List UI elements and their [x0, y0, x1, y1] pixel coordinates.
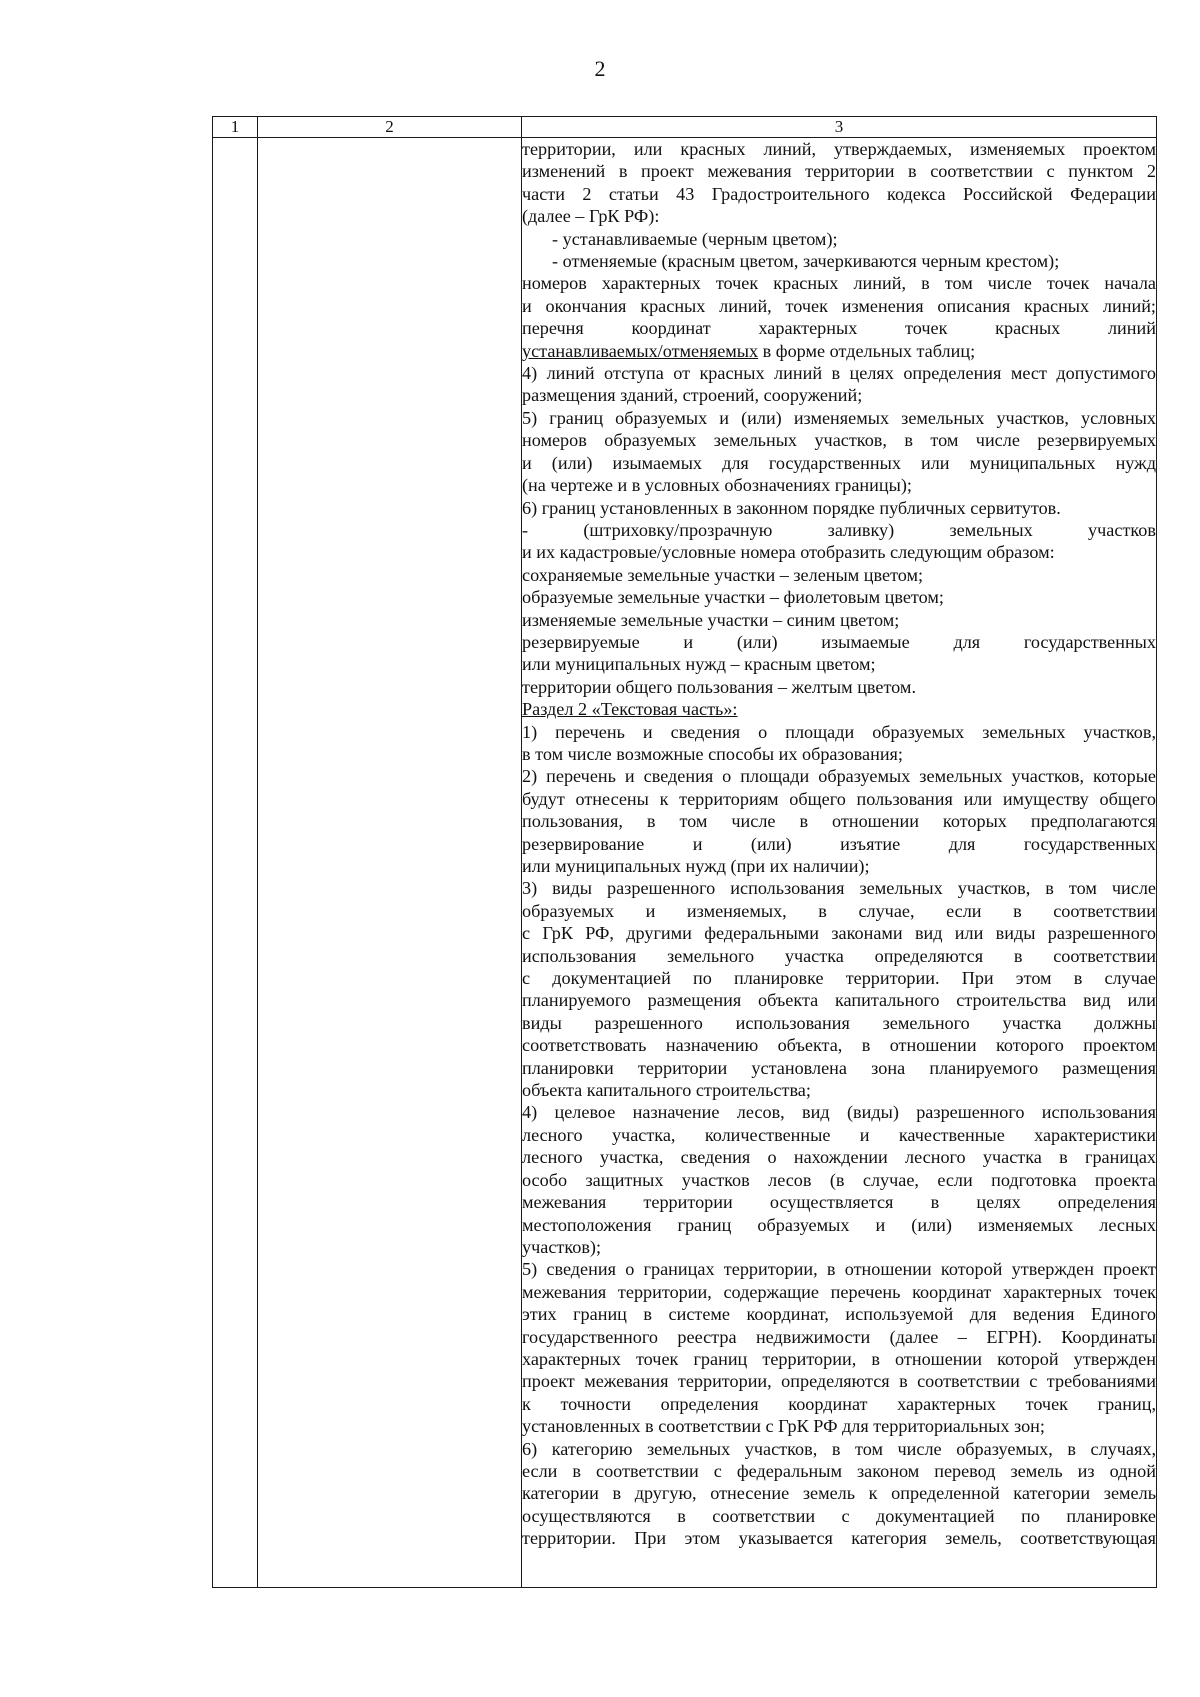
column-header-2: 2 — [258, 117, 522, 138]
text-line-content: осуществляются в соответствии с документацией по планировке — [522, 1505, 1156, 1526]
text-line — [522, 1079, 1156, 1101]
text-line — [522, 474, 1156, 496]
text-line-content: если в соответствии с федеральным законом перевод земель из одной — [522, 1460, 1156, 1481]
text-line — [522, 384, 1156, 406]
text-line-content: 2) перечень и сведения о площади образуемых земельных участков, которые — [522, 766, 1156, 787]
text-line — [522, 743, 1156, 765]
text-line — [522, 676, 1156, 698]
text-line — [522, 1303, 1156, 1325]
text-line — [522, 1460, 1156, 1482]
text-line-content: 6) категорию земельных участков, в том числе образуемых, в случаях, — [522, 1438, 1156, 1459]
text-line — [522, 205, 1156, 227]
text-line — [522, 609, 1156, 631]
text-line-content: соответствовать назначению объекта, в отношении которого проектом — [522, 1035, 1156, 1056]
text-line-content: с ГрК РФ, другими федеральными законами вид или виды разрешенного — [522, 923, 1156, 944]
text-line-content: объекта капитального строительства; — [522, 1080, 811, 1101]
text-line-content: лесного участка, количественные и качественные характеристики — [522, 1124, 1156, 1145]
text-line — [522, 721, 1156, 743]
page-number: 2 — [594, 56, 606, 81]
text-line — [522, 362, 1156, 384]
text-line — [522, 272, 1156, 294]
text-line — [522, 1124, 1156, 1146]
text-line-content: местоположения границ образуемых и (или) изменяемых лесных — [522, 1214, 1156, 1235]
text-line-content: использования земельного участка определяются в соответствии — [522, 945, 1156, 966]
text-line-content: 4) линий отступа от красных линий в целях определения мест допустимого — [522, 363, 1156, 384]
text-line — [522, 1034, 1156, 1056]
text-line — [522, 250, 1156, 272]
text-line-content: (на чертеже и в условных обозначениях границы); — [522, 475, 912, 496]
text-line — [522, 1438, 1156, 1460]
text-line-content: лесного участка, сведения о нахождении лесного участка в границах — [522, 1147, 1156, 1168]
text-line-content: категории в другую, отнесение земель к определенной категории земель — [522, 1483, 1156, 1504]
text-line-content: - отменяемые (красным цветом, зачеркиваются черным крестом); — [552, 251, 1060, 272]
text-line-content: 5) сведения о границах территории, в отношении которой утвержден проект — [522, 1259, 1156, 1280]
text-line-content: государственного реестра недвижимости (далее – ЕГРН). Координаты — [522, 1326, 1156, 1347]
text-line-content: 6) границ установленных в законном порядке публичных сервитутов. — [522, 497, 1061, 518]
text-line — [522, 1370, 1156, 1392]
text-line — [522, 295, 1156, 317]
text-line-content: изменяемые земельные участки – синим цветом; — [522, 609, 900, 630]
text-line-content: Раздел 2 «Текстовая часть»: — [522, 699, 738, 720]
text-line-content: номеров характерных точек красных линий, в том числе точек начала — [522, 273, 1156, 294]
text-line — [522, 138, 1156, 160]
text-line — [522, 788, 1156, 810]
text-line-content: планировки территории установлена зона планируемого размещения — [522, 1057, 1156, 1078]
text-line — [522, 877, 1156, 899]
text-line — [522, 833, 1156, 855]
text-line-content: и (или) изымаемых для государственных или муниципальных нужд — [522, 452, 1156, 473]
text-line-content: - устанавливаемые (черным цветом); — [552, 228, 838, 249]
text-line-content: будут отнесены к территориям общего пользования или имуществу общего — [522, 788, 1156, 809]
text-line-content: сохраняемые земельные участки – зеленым цветом; — [522, 564, 924, 585]
table-header-row — [213, 117, 1157, 138]
text-line-tail: в форме отдельных таблиц; — [758, 340, 976, 361]
text-line — [522, 1101, 1156, 1123]
document-table — [212, 116, 1157, 1588]
text-line-content: образуемые земельные участки – фиолетовым цветом; — [522, 587, 944, 608]
text-line — [522, 452, 1156, 474]
table-row — [213, 138, 1157, 1588]
text-line-content: 4) целевое назначение лесов, вид (виды) разрешенного использования — [522, 1102, 1156, 1123]
text-line-content: изменений в проект межевания территории в соответствии с пунктом 2 — [522, 161, 1156, 182]
column-header-3: 3 — [522, 117, 1157, 138]
text-line — [522, 1258, 1156, 1280]
text-line — [522, 564, 1156, 586]
text-line-content: территории. При этом указывается категория земель, соответствующая — [522, 1528, 1156, 1549]
text-line — [522, 1236, 1156, 1258]
text-line-content: пользования, в том числе в отношении которых предполагаются — [522, 811, 1156, 832]
text-line — [522, 900, 1156, 922]
text-line — [522, 586, 1156, 608]
text-line-content: виды разрешенного использования земельного участка должны — [522, 1012, 1156, 1033]
text-line-content: резервируемые и (или) изымаемые для государственных — [522, 631, 1156, 652]
text-line — [522, 1393, 1156, 1415]
text-line-content: особо защитных участков лесов (в случае, если подготовка проекта — [522, 1169, 1156, 1190]
text-line-content: (далее – ГрК РФ): — [522, 206, 660, 227]
text-line — [522, 497, 1156, 519]
text-line-content: образуемых и изменяемых, в случае, если в соответствии — [522, 900, 1156, 921]
text-line — [522, 967, 1156, 989]
text-line-content: к точности определения координат характерных точек границ, — [522, 1393, 1156, 1414]
text-line-content: или муниципальных нужд – красным цветом; — [522, 654, 876, 675]
text-line — [522, 1326, 1156, 1348]
text-line — [522, 1012, 1156, 1034]
text-line-content: участков); — [522, 1236, 602, 1257]
text-line — [522, 1057, 1156, 1079]
text-line-content: характерных точек границ территории, в отношении которой утвержден — [522, 1348, 1156, 1369]
text-line — [522, 765, 1156, 787]
text-line-content: территории общего пользования – желтым цветом. — [522, 676, 916, 697]
text-line-content: с документацией по планировке территории. При этом в случае — [522, 968, 1156, 989]
text-line-content: 1) перечень и сведения о площади образуемых земельных участков, — [522, 721, 1156, 742]
text-line-content: 5) границ образуемых и (или) изменяемых земельных участков, условных — [522, 407, 1156, 428]
text-line — [522, 810, 1156, 832]
text-line — [522, 183, 1156, 205]
text-line — [522, 1482, 1156, 1504]
text-line-content: и их кадастровые/условные номера отобразить следующим образом: — [522, 542, 1055, 563]
text-line-content: проект межевания территории, определяются в соответствии с требованиями — [522, 1371, 1156, 1392]
text-line — [522, 945, 1156, 967]
text-line-content: планируемого размещения объекта капитального строительства вид или — [522, 990, 1156, 1011]
text-line — [522, 340, 1156, 362]
text-line — [522, 429, 1156, 451]
text-line — [522, 698, 1156, 720]
text-line — [522, 519, 1156, 541]
text-line-content: размещения зданий, строений, сооружений; — [522, 385, 863, 406]
text-line-content: части 2 статьи 43 Градостроительного кодекса Российской Федерации — [522, 183, 1156, 204]
text-line — [522, 317, 1156, 339]
text-line — [522, 160, 1156, 182]
text-line-content: - (штриховку/прозрачную заливку) земельных участков — [522, 519, 1156, 540]
text-line-content: межевания территории, содержащие перечень координат характерных точек — [522, 1281, 1156, 1302]
text-line — [522, 922, 1156, 944]
text-line — [522, 653, 1156, 675]
text-line — [522, 407, 1156, 429]
text-line-content: устанавливаемых/отменяемых — [522, 340, 759, 361]
text-line — [522, 855, 1156, 877]
text-line-content: в том числе возможные способы их образования; — [522, 743, 903, 764]
text-line — [522, 989, 1156, 1011]
text-line — [522, 1169, 1156, 1191]
text-line — [522, 541, 1156, 563]
text-line — [522, 1146, 1156, 1168]
text-line-content: резервирование и (или) изъятие для государственных — [522, 833, 1156, 854]
text-line — [522, 631, 1156, 653]
text-line-content: и окончания красных линий, точек изменения описания красных линий; — [522, 295, 1156, 316]
text-line-content: межевания территории осуществляется в целях определения — [522, 1192, 1156, 1213]
text-line — [522, 1348, 1156, 1370]
text-line-content: территории, или красных линий, утверждаемых, изменяемых проектом — [522, 139, 1156, 159]
text-line — [522, 1415, 1156, 1437]
text-line — [522, 1505, 1156, 1527]
text-line-content: номеров образуемых земельных участков, в том числе резервируемых — [522, 430, 1156, 451]
text-line-content: этих границ в системе координат, используемой для ведения Единого — [522, 1304, 1156, 1325]
text-line — [522, 1527, 1156, 1549]
text-line-content: установленных в соответствии с ГрК РФ для территориальных зон; — [522, 1416, 1045, 1437]
cell-col-1 — [213, 138, 258, 1588]
text-line-content: или муниципальных нужд (при их наличии); — [522, 856, 870, 876]
text-line — [522, 1281, 1156, 1303]
cell-col-3-text — [522, 138, 1157, 1588]
text-line — [522, 1214, 1156, 1236]
cell-col-2 — [258, 138, 522, 1588]
text-line — [522, 1191, 1156, 1213]
text-line-content: 3) виды разрешенного использования земельных участков, в том числе — [522, 878, 1156, 899]
column-header-1: 1 — [213, 117, 258, 138]
text-line — [522, 228, 1156, 250]
text-line-content: перечня координат характерных точек красных линий — [522, 318, 1156, 339]
